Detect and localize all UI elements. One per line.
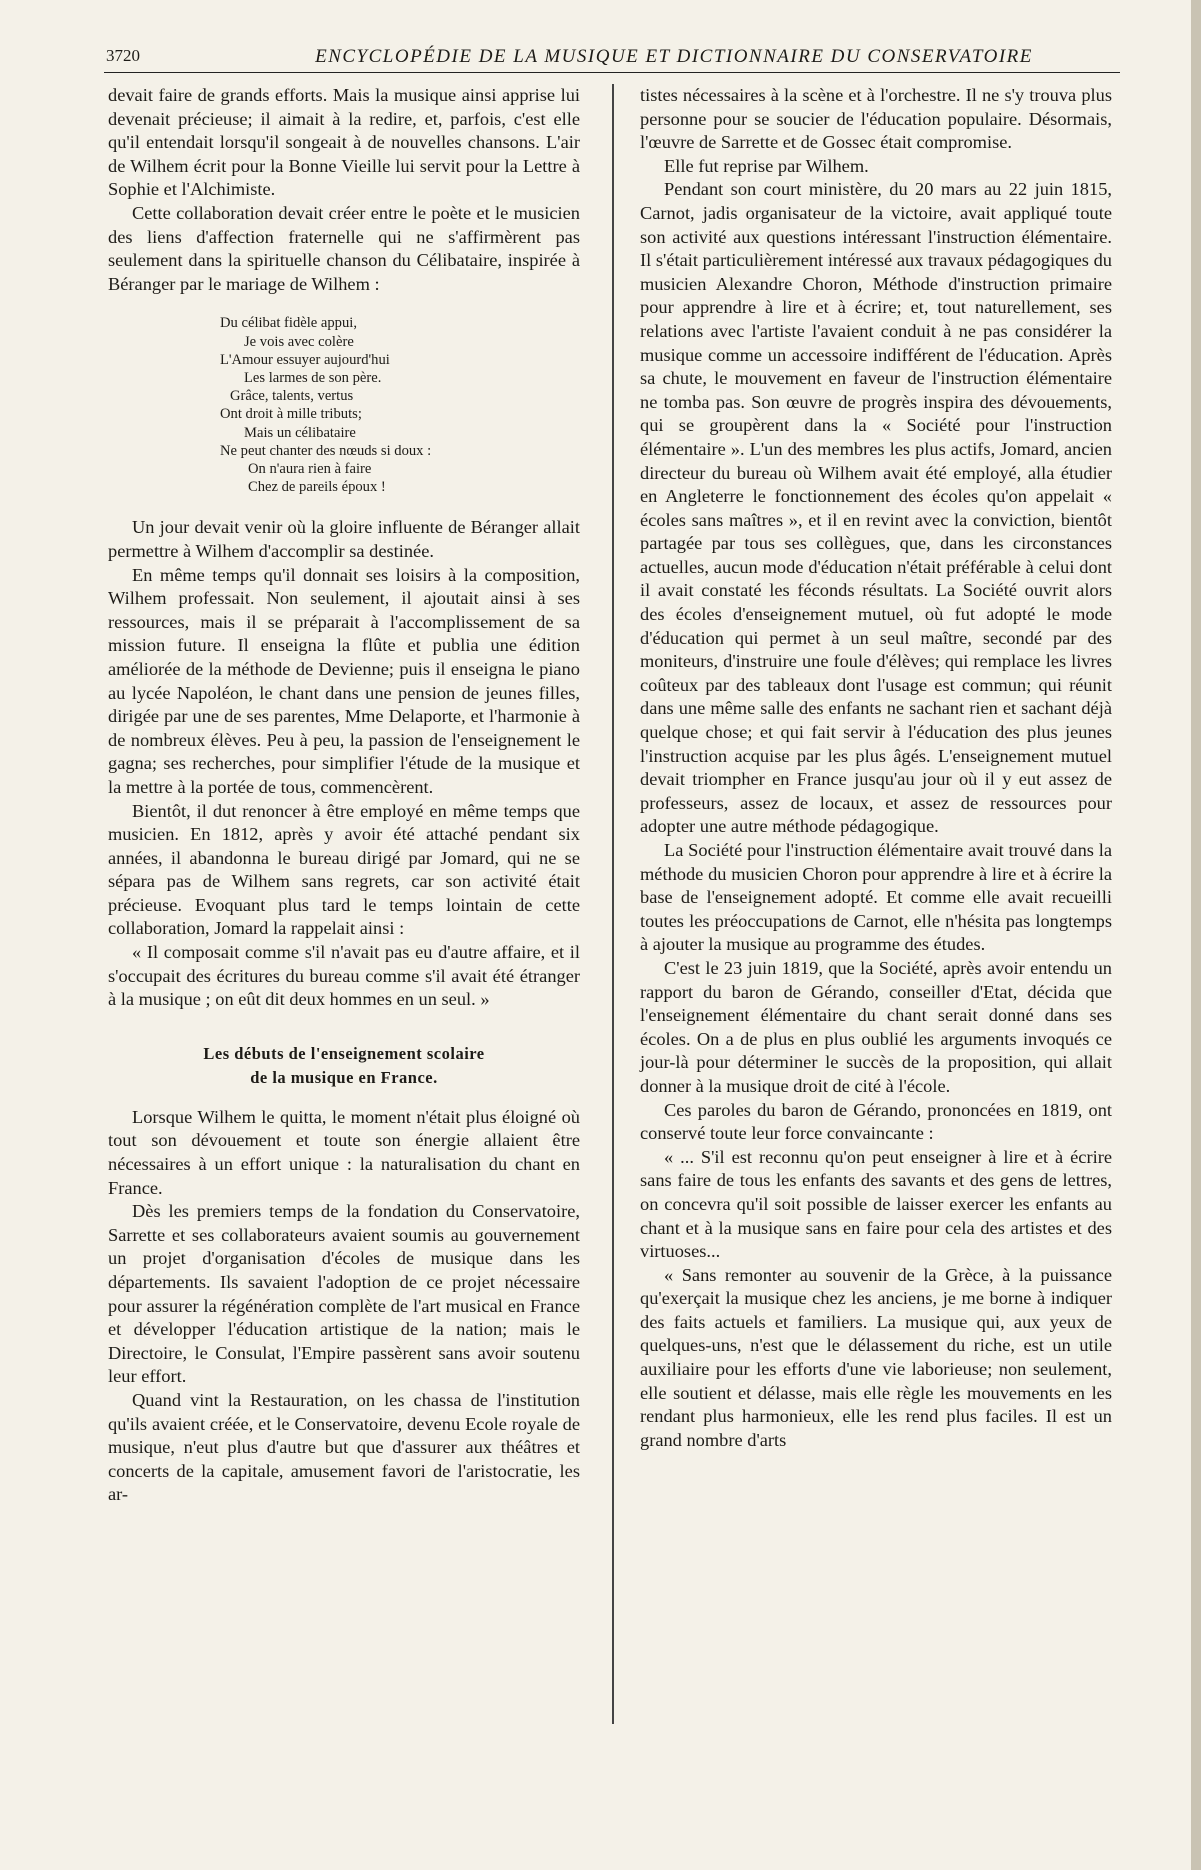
poem-line: Chez de pareils époux !	[248, 479, 386, 496]
paragraph: devait faire de grands efforts. Mais la musique ainsi apprise lui devenait précieuse; il aimait à la redire, et, parfois, c'est elle qu'il entendait lorsqu'il songeait à de nouvelles chansons. L'air de Wilhem écrit pour la Bonne Vieille lui servit pour la Lettre à Sophie et l'Alchimiste.	[108, 85, 580, 200]
quotation: « ... S'il est reconnu qu'on peut enseigner à lire et à écrire sans faire de tous les enfants des savants et des gens de lettres, on concevra qu'il soit possible de laisser exercer les enfants au chant et à la musique sans en faire pour cela des artistes et des virtuoses...	[640, 1146, 1112, 1262]
scan-edge	[1191, 0, 1201, 1870]
poem-line: On n'aura rien à faire	[248, 460, 372, 477]
paragraph: Bientôt, il dut renoncer à être employé en même temps que musicien. En 1812, après y avoir été attaché pendant six années, il abandonna le bureau dirigé par Jomard, qui ne se sépara pas de Wilhem sans regrets, car son activité était précieuse. Evoquant plus tard le temps lointain de cette collaboration, Jomard la rappelait ainsi :	[108, 800, 580, 939]
poem-line: Mais un célibataire	[244, 424, 356, 441]
column-rule	[612, 84, 614, 1724]
paragraph: C'est le 23 juin 1819, que la Société, après avoir entendu un rapport du baron de Gérando, conseiller d'Etat, décida que l'enseignement élémentaire du chant serait donné dans ses écoles. On a de plus en plus oublié les arguments invoqués ce jour-là pour déterminer le succès de la proposition, qui allait donner à la musique droit de cité à l'école.	[640, 957, 1112, 1096]
paragraph: Quand vint la Restauration, on les chassa de l'institution qu'ils avaient créée, et le Conservatoire, devenu Ecole royale de musique, n'eut plus d'autre but que d'assurer aux théâtres et concerts de la capitale, amusement favori de l'aristocratie, les ar-	[108, 1389, 580, 1505]
right-column	[640, 84, 1112, 1452]
poem-line: Les larmes de son père.	[244, 369, 382, 386]
running-title: ENCYCLOPÉDIE DE LA MUSIQUE ET DICTIONNAIRE DU CONSERVATOIRE	[315, 46, 1033, 67]
poem-line: Du célibat fidèle appui,	[220, 315, 357, 332]
quotation: « Sans remonter au souvenir de la Grèce, à la puissance qu'exerçait la musique chez les anciens, je me borne à indiquer des faits actuels et familiers. La musique qui, aux yeux de quelques-uns, n'est que le délassement du riche, est un utile auxiliaire pour les efforts d'une vie laborieuse; non seulement, elle soutient et délasse, mais elle règle les mouvements en les rendant plus harmonieux, elle les rend plus faciles. Il est un grand nombre d'arts	[640, 1264, 1112, 1450]
quotation: « Il composait comme s'il n'avait pas eu d'autre affaire, et il s'occupait des écritures du bureau comme s'il avait été étranger à la musique ; on eût dit deux hommes en un seul. »	[108, 942, 580, 1010]
paragraph: tistes nécessaires à la scène et à l'orchestre. Il ne s'y trouva plus personne pour se soucier de l'éducation populaire. Désormais, l'œuvre de Sarrette et de Gossec était compromise.	[640, 85, 1112, 153]
section-heading-line: Les débuts de l'enseignement scolaire	[203, 1043, 485, 1063]
left-column	[108, 84, 580, 1507]
poem-line: Ne peut chanter des nœuds si doux :	[220, 442, 432, 459]
paragraph: La Société pour l'instruction élémentaire avait trouvé dans la méthode du musicien Choron pour apprendre à lire et à écrire la base de l'enseignement adopté. Et comme elle avait recueilli toutes les préoccupations de Carnot, elle n'hésita pas longtemps à ajouter la musique au programme des études.	[640, 840, 1112, 955]
section-heading	[108, 1042, 580, 1090]
paragraph: Elle fut reprise par Wilhem.	[664, 155, 869, 176]
paragraph: Cette collaboration devait créer entre le poète et le musicien des liens d'affection fraternelle qui ne s'affirmèrent pas seulement dans la spirituelle chanson du Célibataire, inspirée à Béranger par le mariage de Wilhem :	[108, 202, 580, 294]
paragraph: Un jour devait venir où la gloire influente de Béranger allait permettre à Wilhem d'accomplir sa destinée.	[108, 517, 580, 561]
paragraph: Lorsque Wilhem le quitta, le moment n'était plus éloigné où tout son dévouement et toute son énergie allaient être nécessaires à un effort unique : la naturalisation du chant en France.	[108, 1106, 580, 1198]
poem-line: L'Amour essuyer aujourd'hui	[220, 351, 390, 368]
poem-line: Je vois avec colère	[244, 333, 354, 350]
poem-line: Grâce, talents, vertus	[230, 388, 354, 405]
section-heading-line: de la musique en France.	[250, 1067, 438, 1087]
page-number: 3720	[106, 46, 140, 65]
poem-line: Ont droit à mille tributs;	[220, 406, 362, 423]
paragraph: En même temps qu'il donnait ses loisirs à la composition, Wilhem professait. Non seulement, il ajoutait ainsi à ses ressources, mais il se préparait à l'accomplissement de sa mission future. Il enseigna la flûte et publia une édition améliorée de la méthode de Devienne; puis il enseigna le piano au lycée Napoléon, le chant dans une pension de jeunes filles, dirigée par une de ses parentes, Mme Delaporte, et l'harmonie à de nombreux élèves. Peu à peu, la passion de l'enseignement le gagna; ses recherches, pour simplifier l'étude de la musique et la mettre à la portée de tous, commencèrent.	[108, 564, 580, 797]
paragraph: Dès les premiers temps de la fondation du Conservatoire, Sarrette et ses collaborateurs avaient soumis au gouvernement un projet d'organisation d'écoles de musique dans les départements. Ils savaient l'adoption de ce projet nécessaire pour assurer la régénération complète de l'art musical en France et développer l'éducation artistique de la nation; mais le Directoire, le Consulat, l'Empire passèrent sans avoir soutenu leur effort.	[108, 1201, 580, 1387]
paragraph: Ces paroles du baron de Gérando, prononcées en 1819, ont conservé toute leur force convaincante :	[640, 1099, 1112, 1144]
poem	[220, 314, 580, 496]
paragraph: Pendant son court ministère, du 20 mars au 22 juin 1815, Carnot, jadis organisateur de la victoire, avait appliqué toute son activité aux questions intéressant l'instruction élémentaire. Il s'était particulièrement intéressé aux travaux pédagogiques du musicien Alexandre Choron, Méthode d'instruction primaire pour apprendre à lire et à écrire; et, tout naturellement, ses relations avec l'artiste l'avaient conduit à ne pas considérer la musique comme un accessoire indifférent de l'éducation. Après sa chute, le mouvement en faveur de l'instruction élémentaire ne tomba pas. Son œuvre de progrès inspira des dévouements, qui se groupèrent dans la « Société pour l'instruction élémentaire ». L'un des membres les plus actifs, Jomard, ancien directeur du bureau où Wilhem avait été employé, alla étudier en Angleterre le fonctionnement des écoles qu'on appelait « écoles sans maîtres », et il en revint avec la conviction, bientôt partagée par tous ses collègues, que, dans les circonstances actuelles, aucun mode d'éducation n'était préférable à celui dont il avait constaté les féconds résultats. La Société ouvrit alors des écoles d'enseignement mutuel, où fut adopté le mode d'éducation qui permet à un seul maître, secondé par des moniteurs, d'instruire une foule d'élèves; qui remplace les livres coûteux par des tableaux dont l'usage est commun; qui réunit dans une même salle des enfants ne sachant rien et sachant déjà quelque chose; et qui fait servir à l'éducation des plus jeunes l'instruction acquise par les plus âgés. L'enseignement mutuel devait triompher en France jusqu'au jour où il y eut assez de professeurs, assez de locaux, et assez de ressources pour adopter une autre méthode pédagogique.	[640, 179, 1112, 837]
running-header	[104, 44, 1120, 73]
